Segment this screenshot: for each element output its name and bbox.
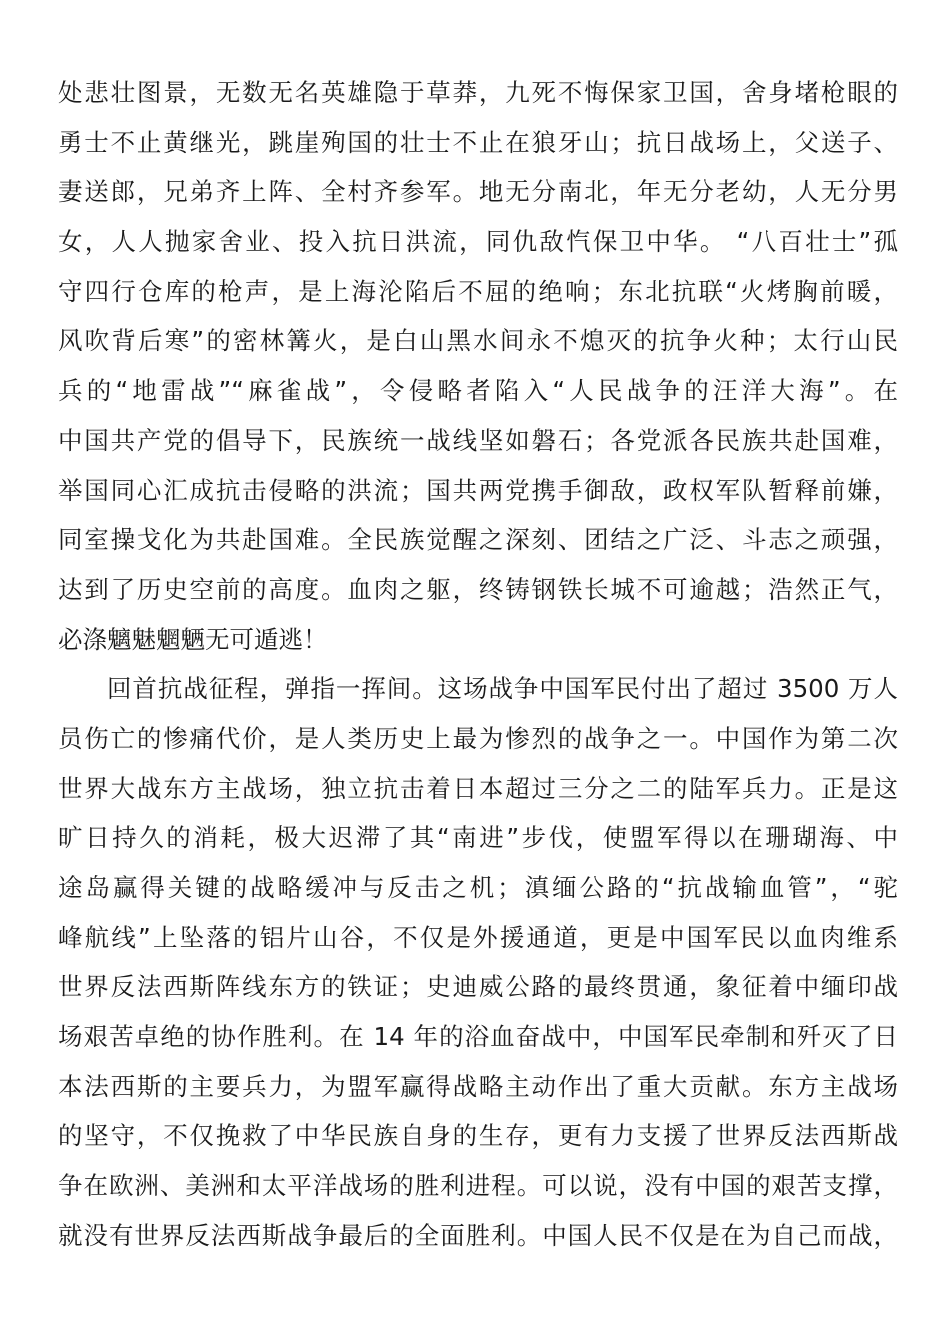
text-line: 达到了历史空前的高度。血肉之躯，终铸钢铁长城不可逾越；浩然正气，	[58, 574, 898, 604]
text-line: 守四行仓库的枪声，是上海沦陷后不屈的绝响；东北抗联“火烤胸前暖，	[58, 276, 898, 306]
text-line: 处悲壮图景，无数无名英雄隐于草莽，九死不悔保家卫国，舍身堵枪眼的	[58, 78, 898, 107]
text-line: 就没有世界反法西斯战争最后的全面胜利。中国人民不仅是在为自己而战，	[58, 1220, 898, 1250]
text-line: 员伤亡的惨痛代价，是人类历史上最为惨烈的战争之一。中国作为第二次	[58, 723, 898, 753]
text-line: 兵的“地雷战”“麻雀战”，令侵略者陷入“人民战争的汪洋大海”。在	[58, 376, 898, 406]
text-line: 世界大战东方主战场，独立抗击着日本超过三分之二的陆军兵力。正是这	[58, 773, 898, 803]
text-line: 途岛赢得关键的战略缓冲与反击之机；滇缅公路的“抗战输血管”，“驼	[58, 873, 898, 902]
text-line: 旷日持久的消耗，极大迟滞了其“南进”步伐，使盟军得以在珊瑚海、中	[58, 823, 898, 853]
body-text	[58, 68, 898, 1261]
text-line: 争在欧洲、美洲和太平洋战场的胜利进程。可以说，没有中国的艰苦支撑，	[58, 1171, 898, 1201]
text-line: 场艰苦卓绝的协作胜利。在 14 年的浴血奋战中，中国军民牵制和歼灭了日	[58, 1022, 898, 1052]
text-line: 风吹背后寒”的密林篝火，是白山黑水间永不熄灭的抗争火种；太行山民	[58, 326, 898, 356]
paragraph-1	[58, 68, 898, 664]
paragraph-2	[58, 664, 898, 1260]
text-line: 世界反法西斯阵线东方的铁证；史迪威公路的最终贯通，象征着中缅印战	[58, 972, 898, 1002]
text-line: 女，人人抛家舍业、投入抗日洪流，同仇敌忾保卫中华。 “八百壮士”孤	[58, 227, 898, 257]
text-line: 同室操戈化为共赴国难。全民族觉醒之深刻、团结之广泛、斗志之顽强，	[58, 525, 898, 555]
text-line: 回首抗战征程，弹指一挥间。这场战争中国军民付出了超过 3500 万人	[107, 674, 898, 704]
text-line: 中国共产党的倡导下，民族统一战线坚如磐石；各党派各民族共赴国难，	[58, 425, 898, 455]
text-line: 妻送郎，兄弟齐上阵、全村齐参军。地无分南北，年无分老幼，人无分男	[58, 177, 898, 207]
text-line: 举国同心汇成抗击侵略的洪流；国共两党携手御敌，政权军队暂释前嫌，	[58, 475, 898, 505]
text-line: 本法西斯的主要兵力，为盟军赢得战略主动作出了重大贡献。东方主战场	[58, 1071, 898, 1101]
text-line: 的坚守，不仅挽救了中华民族自身的生存，更有力支援了世界反法西斯战	[58, 1121, 898, 1151]
text-line: 必涤魑魅魍魉无可遁逃！	[58, 624, 328, 654]
text-line: 峰航线”上坠落的铝片山谷，不仅是外援通道，更是中国军民以血肉维系	[58, 922, 898, 952]
text-line: 勇士不止黄继光，跳崖殉国的壮士不止在狼牙山；抗日战场上，父送子、	[58, 127, 898, 157]
